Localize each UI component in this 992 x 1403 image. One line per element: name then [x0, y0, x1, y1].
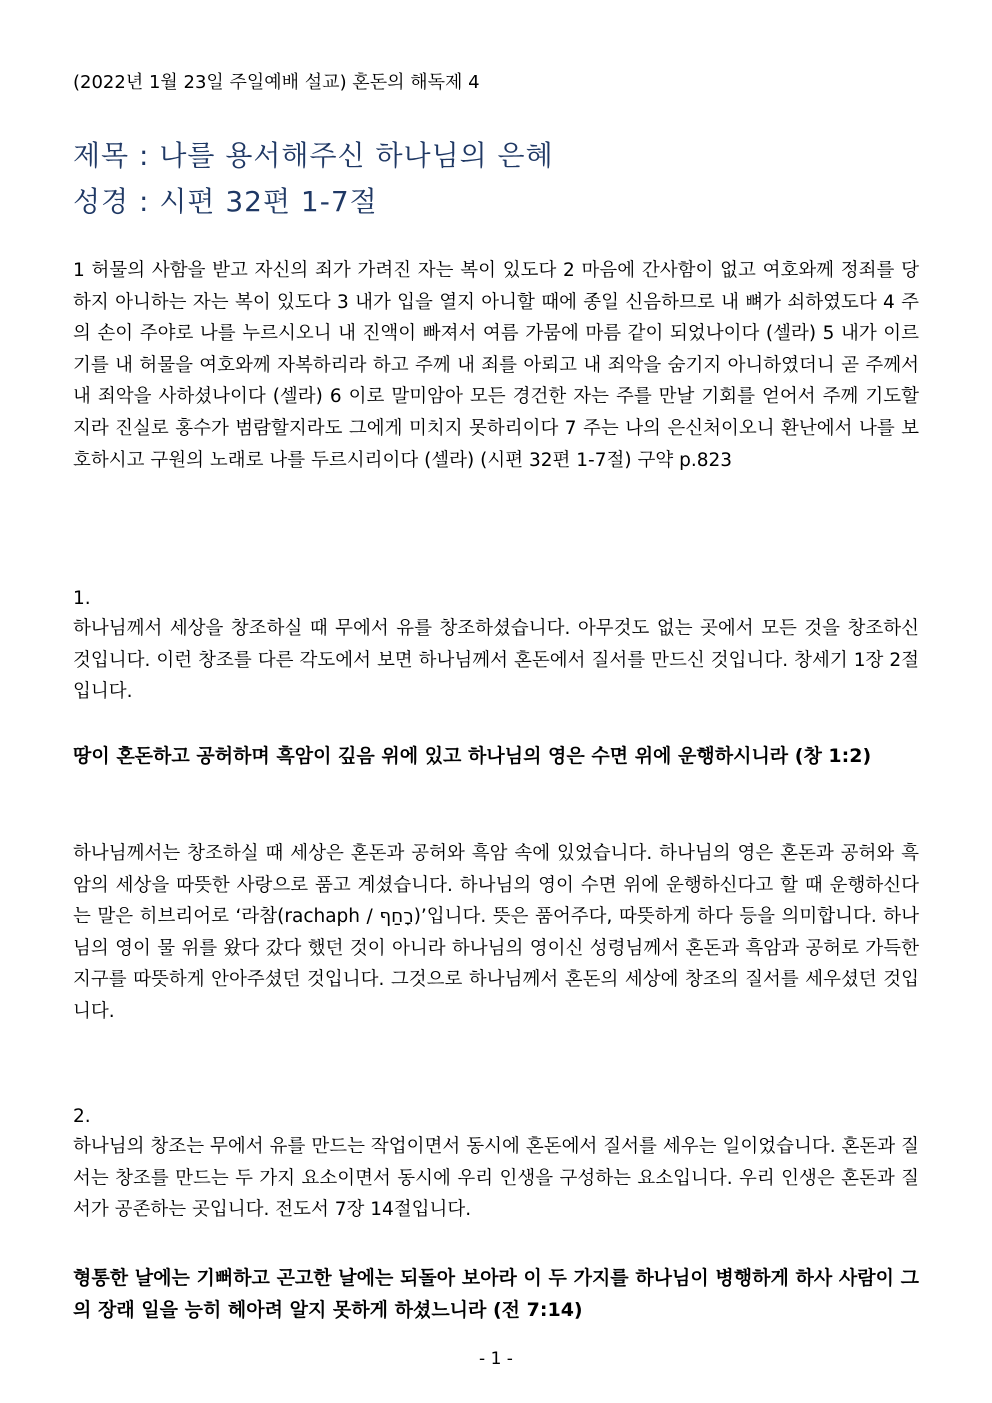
sermon-header: (2022년 1월 23일 주일예배 설교) 혼돈의 해독제 4 [73, 72, 480, 93]
page-number: - 1 - [479, 1349, 513, 1369]
body-paragraph: 하나님께서 세상을 창조하실 때 무에서 유를 창조하셨습니다. 아무것도 없는 곳에서 모든 것을 창조하신 것입니다. 이런 창조를 다른 각도에서 보면 하나님께서 혼돈에서 질서를 만드신 것입니다. 창세기 1장 2절입니다. [73, 618, 919, 703]
scripture-text: 1 허물의 사함을 받고 자신의 죄가 가려진 자는 복이 있도다 2 마음에 간사함이 없고 여호와께 정죄를 당하지 아니하는 자는 복이 있도다 3 내가 입을 열지 아니할 때에 종일 신음하므로 내 뼈가 쇠하였도다 4 주의 손이 주야로 나를 누르시오니 내 진액이 빠져서 여름 가뭄에 마름 같이 되었나이다 (셀라) 5 내가 이르기를 내 허물을 여호와께 자복하리라 하고 주께 내 죄를 아뢰고 내 죄악을 숨기지 아니하였더니 곧 주께서 내 죄악을 사하셨나이다 (셀라) 6 이로 말미암아 모든 경건한 자는 주를 만날 기회를 얻어서 주께 기도할지라 진실로 홍수가 범람할지라도 그에게 미치지 못하리이다 7 주는 나의 은신처이오니 환난에서 나를 보호하시고 구원의 노래로 나를 두르시리이다 (셀라) (시편 32편 1-7절) 구약 p.823 [73, 260, 919, 471]
scripture-reference: 성경 : 시편 32편 1-7절 [73, 185, 378, 218]
body-paragraph: 하나님의 창조는 무에서 유를 만드는 작업이면서 동시에 혼돈에서 질서를 세우는 일이었습니다. 혼돈과 질서는 창조를 만드는 두 가지 요소이면서 동시에 우리 인생을 구성하는 요소입니다. 우리 인생은 혼돈과 질서가 공존하는 곳입니다. 전도서 7장 14절입니다. [73, 1136, 919, 1221]
section-number: 1. [73, 588, 91, 609]
section-number: 2. [73, 1106, 91, 1127]
bible-quote: 땅이 혼돈하고 공허하며 흑암이 깊음 위에 있고 하나님의 영은 수면 위에 운행하시니라 (창 1:2) [73, 745, 872, 767]
bible-quote: 형통한 날에는 기뻐하고 곤고한 날에는 되돌아 보아라 이 두 가지를 하나님이 병행하게 하사 사람이 그의 장래 일을 능히 헤아려 알지 못하게 하셨느니라 (전 7:14) [73, 1267, 919, 1321]
body-paragraph: 하나님께서는 창조하실 때 세상은 혼돈과 공허와 흑암 속에 있었습니다. 하나님의 영은 혼돈과 공허와 흑암의 세상을 따뜻한 사랑으로 품고 계셨습니다. 하나님의 영이 수면 위에 운행하신다고 할 때 운행하신다는 말은 히브리어로 ‘라참(rachaph / רָחַף)’입니다. 뜻은 품어주다, 따뜻하게 하다 등을 의미합니다. 하나님의 영이 물 위를 왔다 갔다 했던 것이 아니라 하나님의 영이신 성령님께서 혼돈과 흑암과 공허로 가득한 지구를 따뜻하게 안아주셨던 것입니다. 그것으로 하나님께서 혼돈의 세상에 창조의 질서를 세우셨던 것입니다. [73, 843, 920, 1022]
sermon-title: 제목 : 나를 용서해주신 하나님의 은혜 [73, 139, 554, 172]
